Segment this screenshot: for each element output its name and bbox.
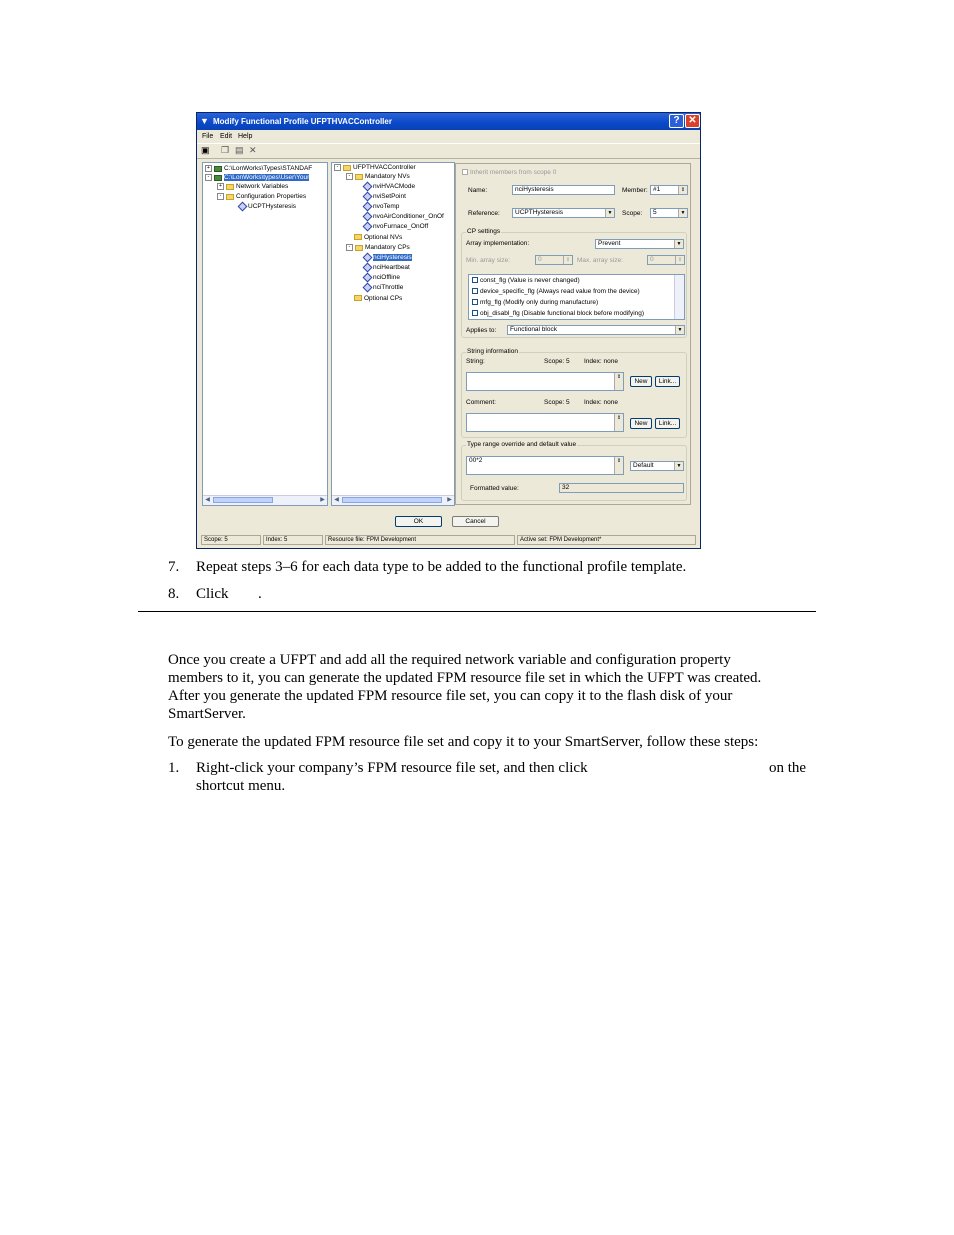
reference-select[interactable]: UCPTHysteresis ▼ xyxy=(512,208,615,218)
copy-icon[interactable]: ❐ xyxy=(221,145,230,155)
chevron-down-icon[interactable]: ▼ xyxy=(678,209,687,217)
formatted-value-field: 32 xyxy=(559,483,684,493)
applies-to-select[interactable]: Functional block ▼ xyxy=(507,325,685,335)
string-index: Index: none xyxy=(584,358,618,365)
tree-node[interactable]: nviHVACMode xyxy=(364,183,415,191)
tree-node[interactable]: - Mandatory CPs xyxy=(346,244,410,252)
tree-node[interactable]: UCPTHysteresis xyxy=(239,203,296,211)
tree-node[interactable]: nciHeartbeat xyxy=(364,264,410,272)
default-select[interactable]: Default ▼ xyxy=(630,461,684,471)
member-stepper[interactable]: #1 ⇕ xyxy=(650,185,688,195)
paragraph-line: After you generate the updated FPM resource file set, you can copy it to the flash disk of your xyxy=(168,688,733,704)
string-information-group xyxy=(461,348,687,438)
tree-node[interactable]: nciOffline xyxy=(364,274,400,282)
string-new-button[interactable]: New xyxy=(630,376,652,387)
status-scope: Scope: 5 xyxy=(201,535,261,545)
scroll-thumb[interactable] xyxy=(213,497,273,503)
tree-node[interactable]: nciHysteresis xyxy=(364,254,412,262)
cp-settings-group xyxy=(461,228,687,338)
close-button[interactable]: ✕ xyxy=(685,114,700,128)
scroll-right-icon[interactable]: ▶ xyxy=(447,497,452,503)
tree-node[interactable]: - C:\LonWorks\types\User\Your xyxy=(205,174,309,182)
tree-node[interactable]: + Network Variables xyxy=(217,183,288,191)
scroll-left-icon[interactable]: ◀ xyxy=(205,497,210,503)
member-label: Member: xyxy=(622,187,648,194)
tree-node[interactable]: nciThrottle xyxy=(364,284,403,292)
tree-node[interactable]: - Configuration Properties xyxy=(217,193,306,201)
step-number: 7. xyxy=(168,559,180,575)
flag-item[interactable]: device_specific_flg (Always read value from the device) xyxy=(472,288,640,296)
cp-settings-title: CP settings xyxy=(467,228,501,235)
tree-node[interactable]: - Mandatory NVs xyxy=(346,173,410,181)
delete-icon[interactable]: ✕ xyxy=(249,145,257,155)
comment-index: Index: none xyxy=(584,399,618,406)
modify-functional-profile-dialog xyxy=(196,112,701,549)
step-number: 1. xyxy=(168,760,180,776)
cancel-button[interactable]: Cancel xyxy=(452,516,499,527)
profile-tree-pane[interactable] xyxy=(331,162,455,506)
tree-node[interactable]: nvoAirConditioner_OnOf xyxy=(364,213,444,221)
menu-bar xyxy=(197,131,700,142)
spin-icon[interactable]: ⇕ xyxy=(563,256,572,264)
array-implementation-select[interactable]: Prevent ▼ xyxy=(595,239,684,249)
tree-node[interactable]: nvoTemp xyxy=(364,203,399,211)
status-active-set: Active set: FPM Development* xyxy=(517,535,696,545)
reference-label: Reference: xyxy=(468,210,500,217)
step-1-line-2: shortcut menu. xyxy=(196,778,286,794)
step-number: 8. xyxy=(168,586,180,602)
string-label: String: xyxy=(466,358,485,365)
comment-new-button[interactable]: New xyxy=(630,418,652,429)
flag-item[interactable]: obj_disabl_flg (Disable functional block before modifying) xyxy=(472,310,644,318)
chevron-down-icon[interactable]: ▼ xyxy=(674,240,683,248)
tree-node[interactable]: - UFPTHVACController xyxy=(334,164,416,172)
max-array-label: Max. array size: xyxy=(577,257,623,264)
help-button[interactable]: ? xyxy=(669,114,684,128)
comment-label: Comment: xyxy=(466,399,496,406)
paragraph-line: Once you create a UFPT and add all the required network variable and configuration property xyxy=(168,652,731,668)
scroll-left-icon[interactable]: ◀ xyxy=(334,497,339,503)
app-icon: ▼ xyxy=(200,116,209,126)
type-range-group xyxy=(461,441,687,501)
tree-node[interactable]: Optional CPs xyxy=(354,295,402,303)
string-link-button[interactable]: Link... xyxy=(655,376,680,387)
toolbar xyxy=(197,143,700,159)
min-array-stepper[interactable]: 0 ⇕ xyxy=(535,255,573,265)
min-array-label: Min. array size: xyxy=(466,257,511,264)
status-index: Index: 5 xyxy=(263,535,323,545)
flag-item[interactable]: const_flg (Value is never changed) xyxy=(472,277,580,285)
scope-label: Scope: xyxy=(622,210,643,217)
step-1-text: Right-click your company’s FPM resource file set, and then click xyxy=(196,760,588,776)
tree-node[interactable]: Optional NVs xyxy=(354,234,402,242)
scroll-right-icon[interactable]: ▶ xyxy=(320,497,325,503)
paragraph-line: members to it, you can generate the updated FPM resource file set in which the UFPT was created. xyxy=(168,670,762,686)
paste-icon[interactable]: ▤ xyxy=(235,145,244,155)
status-bar xyxy=(199,535,698,546)
scroll-thumb[interactable] xyxy=(342,497,442,503)
type-tree-pane[interactable] xyxy=(202,162,328,506)
paragraph-line: SmartServer. xyxy=(168,706,246,722)
array-implementation-label: Array implementation: xyxy=(466,240,530,247)
menu-help[interactable]: Help xyxy=(238,133,253,140)
chevron-down-icon[interactable]: ▼ xyxy=(675,326,684,334)
spin-icon[interactable]: ⇕ xyxy=(675,256,684,264)
comment-link-button[interactable]: Link... xyxy=(655,418,680,429)
save-icon[interactable]: ▣ xyxy=(201,145,210,155)
dialog-titlebar xyxy=(197,113,700,130)
spin-icon[interactable]: ⇕ xyxy=(614,373,623,390)
string-information-title: String information xyxy=(467,348,518,355)
inherit-checkbox[interactable]: Inherit members from scope 0 xyxy=(462,169,556,176)
step-8-text: Click xyxy=(196,586,229,602)
chevron-down-icon[interactable]: ▼ xyxy=(605,209,614,217)
step-7-text: Repeat steps 3–6 for each data type to be added to the functional profile template. xyxy=(196,559,687,575)
formatted-value-label: Formatted value: xyxy=(470,485,519,492)
dialog-title: Modify Functional Profile UFPTHVACController xyxy=(213,117,392,126)
tree-node[interactable]: + C:\LonWorks\Types\STANDAF xyxy=(205,165,312,173)
paragraph-line: To generate the updated FPM resource file set and copy it to your SmartServer, follow these steps: xyxy=(168,734,759,750)
chevron-down-icon[interactable]: ▼ xyxy=(674,462,683,470)
spin-icon[interactable]: ⇕ xyxy=(678,186,687,194)
horizontal-scrollbar[interactable] xyxy=(332,495,454,505)
properties-pane xyxy=(455,163,691,505)
step-1-tail: on the xyxy=(769,760,807,776)
type-range-field[interactable]: 00*2 ⇕ xyxy=(466,456,624,475)
cp-flags-list[interactable] xyxy=(468,274,685,320)
string-field[interactable] xyxy=(466,372,624,391)
section-divider xyxy=(138,611,816,612)
name-field[interactable]: nciHysteresis xyxy=(512,185,615,195)
menu-edit[interactable]: Edit xyxy=(220,133,233,140)
tree-node[interactable]: nvoFurnace_OnOff xyxy=(364,223,428,231)
comment-field[interactable] xyxy=(466,413,624,432)
step-8-end: . xyxy=(258,586,262,602)
vertical-scrollbar[interactable] xyxy=(674,275,684,319)
scope-select[interactable]: 5 ▼ xyxy=(650,208,688,218)
ok-button[interactable]: OK xyxy=(395,516,442,527)
status-resource-file: Resource file: FPM Development xyxy=(325,535,515,545)
horizontal-scrollbar[interactable] xyxy=(203,495,327,505)
max-array-stepper[interactable]: 0 ⇕ xyxy=(647,255,685,265)
tree-node[interactable]: nviSetPoint xyxy=(364,193,406,201)
menu-file[interactable]: File xyxy=(202,133,214,140)
spin-icon[interactable]: ⇕ xyxy=(614,414,623,431)
applies-to-label: Applies to: xyxy=(466,327,497,334)
string-scope: Scope: 5 xyxy=(544,358,570,365)
flag-item[interactable]: mfg_flg (Modify only during manufacture) xyxy=(472,299,598,307)
type-range-title: Type range override and default value xyxy=(467,441,577,448)
spin-icon[interactable]: ⇕ xyxy=(614,457,623,474)
name-label: Name: xyxy=(468,187,488,194)
comment-scope: Scope: 5 xyxy=(544,399,570,406)
